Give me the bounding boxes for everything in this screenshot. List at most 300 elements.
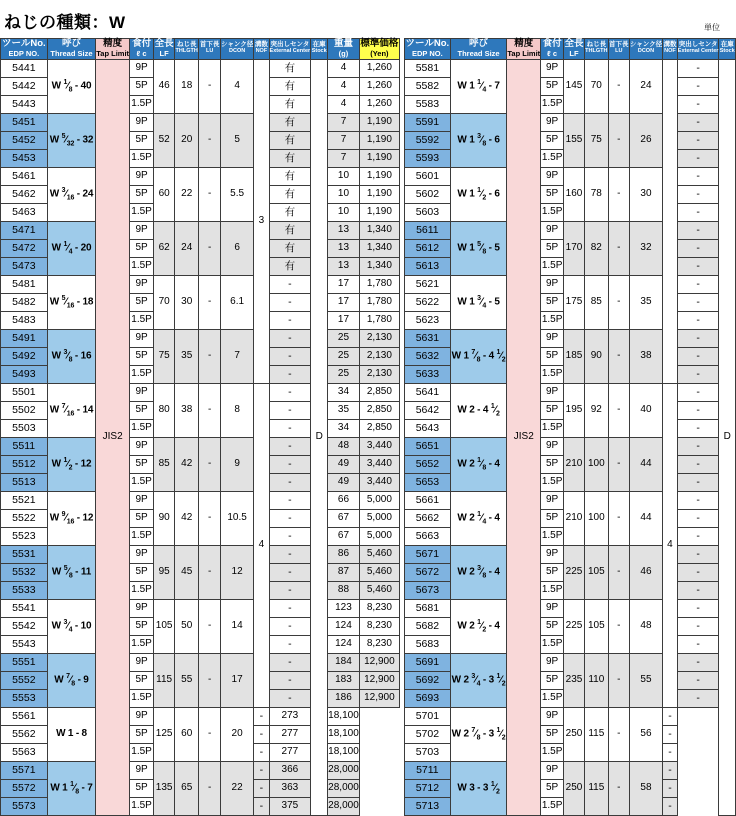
cell-chamfer-pitch: 5P bbox=[130, 455, 154, 473]
cell-edp-no[interactable]: 5521 bbox=[1, 491, 48, 509]
cell-dcon: 9 bbox=[220, 437, 253, 491]
cell-lf: 155 bbox=[564, 113, 585, 167]
cell-edp-no[interactable]: 5681 bbox=[405, 599, 451, 617]
cell-edp-no[interactable]: 5701 bbox=[405, 707, 451, 725]
cell-external-center: - bbox=[677, 95, 719, 113]
cell-external-center: 有 bbox=[269, 95, 311, 113]
cell-edp-no[interactable]: 5523 bbox=[1, 527, 48, 545]
cell-edp-no[interactable]: 5712 bbox=[405, 779, 451, 797]
cell-lf: 250 bbox=[564, 707, 585, 761]
column-header-en: (g) bbox=[338, 48, 349, 58]
column-header-center bbox=[677, 39, 719, 60]
cell-edp-no[interactable]: 5573 bbox=[1, 797, 48, 815]
cell-price: 5,460 bbox=[359, 581, 399, 599]
cell-weight: 375 bbox=[269, 797, 311, 815]
cell-external-center: - bbox=[254, 707, 269, 725]
cell-edp-no[interactable]: 5642 bbox=[405, 401, 451, 419]
cell-edp-no[interactable]: 5551 bbox=[1, 653, 48, 671]
column-header-en: Thread Size bbox=[457, 48, 500, 58]
cell-thlgth: 30 bbox=[175, 275, 199, 329]
cell-lu: - bbox=[608, 383, 629, 437]
cell-edp-no[interactable]: 5633 bbox=[405, 365, 451, 383]
cell-edp-no[interactable]: 5563 bbox=[1, 743, 48, 761]
cell-edp-no[interactable]: 5601 bbox=[405, 167, 451, 185]
column-header-thlgth bbox=[584, 39, 608, 60]
cell-thread-size: W $^3⁄_8 - 16$ bbox=[47, 329, 96, 383]
cell-external-center: - bbox=[269, 671, 311, 689]
column-header-dcon bbox=[220, 39, 253, 60]
cell-chamfer-pitch: 1.5P bbox=[541, 311, 564, 329]
cell-weight: 13 bbox=[328, 257, 360, 275]
cell-external-center: 有 bbox=[269, 131, 311, 149]
cell-edp-no[interactable]: 5702 bbox=[405, 725, 451, 743]
cell-edp-no[interactable]: 5613 bbox=[405, 257, 451, 275]
cell-edp-no[interactable]: 5583 bbox=[405, 95, 451, 113]
cell-edp-no[interactable]: 5692 bbox=[405, 671, 451, 689]
cell-lu: - bbox=[199, 221, 221, 275]
cell-external-center: - bbox=[269, 635, 311, 653]
cell-lf: 60 bbox=[154, 167, 175, 221]
cell-edp-no[interactable]: 5652 bbox=[405, 455, 451, 473]
cell-edp-no[interactable]: 5682 bbox=[405, 617, 451, 635]
cell-edp-no[interactable]: 5503 bbox=[1, 419, 48, 437]
cell-edp-no[interactable]: 5662 bbox=[405, 509, 451, 527]
cell-external-center: - bbox=[677, 203, 719, 221]
cell-edp-no[interactable]: 5451 bbox=[1, 113, 48, 131]
cell-external-center: - bbox=[269, 347, 311, 365]
cell-edp-no[interactable]: 5522 bbox=[1, 509, 48, 527]
table-row bbox=[405, 113, 736, 131]
column-header-en: DCON bbox=[229, 48, 246, 55]
cell-price: 2,130 bbox=[359, 347, 399, 365]
cell-dcon: 8 bbox=[220, 383, 253, 437]
cell-chamfer-pitch: 5P bbox=[130, 563, 154, 581]
cell-external-center: - bbox=[677, 113, 719, 131]
cell-external-center: - bbox=[677, 671, 719, 689]
column-header-jp: 在庫 bbox=[312, 41, 326, 49]
cell-edp-no[interactable]: 5543 bbox=[1, 635, 48, 653]
cell-price: 3,440 bbox=[359, 455, 399, 473]
cell-weight: 13 bbox=[328, 239, 360, 257]
cell-external-center: 有 bbox=[269, 59, 311, 77]
cell-edp-no[interactable]: 5691 bbox=[405, 653, 451, 671]
cell-edp-no[interactable]: 5653 bbox=[405, 473, 451, 491]
cell-thread-size: W 1 $^1⁄_8 - 7$ bbox=[47, 761, 96, 815]
cell-thread-size: W 2 $^3⁄_4 - 3$ $^1⁄_2$ bbox=[450, 653, 507, 707]
cell-edp-no[interactable]: 5683 bbox=[405, 635, 451, 653]
cell-lu: - bbox=[199, 599, 221, 653]
column-header-en: External Center bbox=[269, 48, 311, 55]
cell-edp-no[interactable]: 5453 bbox=[1, 149, 48, 167]
cell-weight: 124 bbox=[328, 617, 360, 635]
cell-edp-no[interactable]: 5631 bbox=[405, 329, 451, 347]
column-header-jp: 全長 bbox=[564, 38, 584, 49]
cell-chamfer-pitch: 1.5P bbox=[541, 581, 564, 599]
cell-edp-no[interactable]: 5611 bbox=[405, 221, 451, 239]
cell-edp-no[interactable]: 5693 bbox=[405, 689, 451, 707]
column-header-lu bbox=[608, 39, 629, 60]
cell-price: 2,850 bbox=[359, 419, 399, 437]
cell-external-center: - bbox=[677, 491, 719, 509]
column-header-lf bbox=[564, 39, 585, 60]
cell-edp-no[interactable]: 5462 bbox=[1, 185, 48, 203]
cell-lf: 70 bbox=[154, 275, 175, 329]
cell-price: 1,190 bbox=[359, 149, 399, 167]
cell-weight: 34 bbox=[328, 383, 360, 401]
cell-thlgth: 92 bbox=[584, 383, 608, 437]
cell-thread-size: W $^3⁄_4 - 10$ bbox=[47, 599, 96, 653]
cell-weight: 184 bbox=[328, 653, 360, 671]
cell-lf: 85 bbox=[154, 437, 175, 491]
cell-price: 1,190 bbox=[359, 167, 399, 185]
cell-edp-no[interactable]: 5711 bbox=[405, 761, 451, 779]
cell-dcon: 44 bbox=[629, 491, 662, 545]
cell-thread-size: W 2 $^7⁄_8 - 3$ $^1⁄_2$ bbox=[450, 707, 507, 761]
cell-chamfer-pitch: 1.5P bbox=[541, 473, 564, 491]
cell-edp-no[interactable]: 5661 bbox=[405, 491, 451, 509]
cell-weight: 17 bbox=[328, 275, 360, 293]
cell-thlgth: 24 bbox=[175, 221, 199, 275]
column-header-jp: 精度 bbox=[514, 38, 534, 49]
cell-edp-no[interactable]: 5541 bbox=[1, 599, 48, 617]
cell-edp-no[interactable]: 5511 bbox=[1, 437, 48, 455]
cell-weight: 4 bbox=[328, 95, 360, 113]
cell-weight: 7 bbox=[328, 149, 360, 167]
cell-chamfer-pitch: 5P bbox=[130, 239, 154, 257]
cell-external-center: - bbox=[269, 401, 311, 419]
cell-edp-no[interactable]: 5513 bbox=[1, 473, 48, 491]
cell-chamfer-pitch: 5P bbox=[541, 563, 564, 581]
cell-edp-no[interactable]: 5473 bbox=[1, 257, 48, 275]
cell-weight: 86 bbox=[328, 545, 360, 563]
cell-edp-no[interactable]: 5502 bbox=[1, 401, 48, 419]
column-header-en: LF bbox=[159, 48, 169, 58]
cell-lu: - bbox=[199, 545, 221, 599]
cell-external-center: - bbox=[269, 617, 311, 635]
cell-stock-d-label: D bbox=[311, 59, 328, 815]
cell-accuracy-jis2: JIS2 bbox=[507, 59, 541, 815]
cell-lf: 210 bbox=[564, 491, 585, 545]
cell-lu: - bbox=[608, 707, 629, 761]
column-header-en: Stock bbox=[311, 48, 327, 55]
cell-thlgth: 50 bbox=[175, 599, 199, 653]
cell-lf: 175 bbox=[564, 275, 585, 329]
cell-edp-no[interactable]: 5603 bbox=[405, 203, 451, 221]
cell-price: 12,900 bbox=[359, 653, 399, 671]
cell-external-center: 有 bbox=[269, 203, 311, 221]
cell-price: 8,230 bbox=[359, 635, 399, 653]
cell-edp-no[interactable]: 5501 bbox=[1, 383, 48, 401]
column-header-en: LF bbox=[569, 48, 579, 58]
cell-external-center: - bbox=[677, 239, 719, 257]
cell-external-center: - bbox=[677, 419, 719, 437]
cell-edp-no[interactable]: 5592 bbox=[405, 131, 451, 149]
cell-edp-no[interactable]: 5602 bbox=[405, 185, 451, 203]
cell-edp-no[interactable]: 5562 bbox=[1, 725, 48, 743]
cell-thread-size: W $^5⁄_8 - 11$ bbox=[47, 545, 96, 599]
cell-chamfer-pitch: 9P bbox=[541, 491, 564, 509]
cell-edp-no[interactable]: 5493 bbox=[1, 365, 48, 383]
cell-thread-size: W 1 $^3⁄_8 - 6$ bbox=[450, 113, 507, 167]
cell-price: 1,190 bbox=[359, 113, 399, 131]
cell-edp-no[interactable]: 5542 bbox=[1, 617, 48, 635]
column-header-jp: シャンク径 bbox=[220, 41, 254, 49]
cell-edp-no[interactable]: 5492 bbox=[1, 347, 48, 365]
cell-external-center: - bbox=[269, 311, 311, 329]
cell-nof bbox=[663, 59, 678, 383]
cell-price: 2,850 bbox=[359, 401, 399, 419]
cell-external-center: - bbox=[254, 743, 269, 761]
column-header-jp: シャンク径 bbox=[629, 41, 663, 49]
cell-edp-no[interactable]: 5623 bbox=[405, 311, 451, 329]
cell-chamfer-pitch: 1.5P bbox=[541, 149, 564, 167]
cell-external-center: - bbox=[269, 653, 311, 671]
cell-edp-no[interactable]: 5512 bbox=[1, 455, 48, 473]
cell-edp-no[interactable]: 5482 bbox=[1, 293, 48, 311]
table-row bbox=[405, 491, 736, 509]
cell-thlgth: 45 bbox=[175, 545, 199, 599]
cell-external-center: - bbox=[269, 527, 311, 545]
cell-price: 18,100 bbox=[328, 707, 360, 725]
cell-chamfer-pitch: 9P bbox=[541, 761, 564, 779]
cell-edp-no[interactable]: 5571 bbox=[1, 761, 48, 779]
cell-edp-no[interactable]: 5471 bbox=[1, 221, 48, 239]
table-row bbox=[405, 329, 736, 347]
cell-chamfer-pitch: 1.5P bbox=[130, 527, 154, 545]
cell-edp-no[interactable]: 5641 bbox=[405, 383, 451, 401]
cell-lf: 250 bbox=[564, 761, 585, 815]
cell-external-center: - bbox=[269, 293, 311, 311]
cell-chamfer-pitch: 9P bbox=[541, 545, 564, 563]
column-header-en: External Center bbox=[677, 48, 719, 55]
cell-weight: 124 bbox=[328, 635, 360, 653]
cell-external-center: - bbox=[677, 329, 719, 347]
column-header-jp: 標準価格 bbox=[360, 38, 399, 49]
cell-chamfer-pitch: 1.5P bbox=[541, 527, 564, 545]
cell-weight: 363 bbox=[269, 779, 311, 797]
cell-price: 28,000 bbox=[328, 779, 360, 797]
cell-external-center: - bbox=[677, 185, 719, 203]
cell-lu: - bbox=[199, 275, 221, 329]
column-header-center bbox=[269, 39, 311, 60]
column-header-jp: 溝数 bbox=[663, 41, 677, 49]
cell-external-center: 有 bbox=[269, 149, 311, 167]
cell-chamfer-pitch: 1.5P bbox=[130, 311, 154, 329]
cell-edp-no[interactable]: 5531 bbox=[1, 545, 48, 563]
cell-edp-no[interactable]: 5532 bbox=[1, 563, 48, 581]
cell-edp-no[interactable]: 5671 bbox=[405, 545, 451, 563]
cell-chamfer-pitch: 1.5P bbox=[541, 419, 564, 437]
cell-thread-size: W $^5⁄_{16} - 18$ bbox=[47, 275, 96, 329]
cell-external-center: - bbox=[677, 221, 719, 239]
cell-edp-no[interactable]: 5443 bbox=[1, 95, 48, 113]
cell-edp-no[interactable]: 5582 bbox=[405, 77, 451, 95]
cell-chamfer-pitch: 5P bbox=[541, 293, 564, 311]
cell-thread-size: W 1 $^3⁄_4 - 5$ bbox=[450, 275, 507, 329]
cell-external-center: - bbox=[677, 581, 719, 599]
cell-edp-no[interactable]: 5673 bbox=[405, 581, 451, 599]
cell-chamfer-pitch: 1.5P bbox=[541, 365, 564, 383]
cell-external-center: - bbox=[677, 509, 719, 527]
table-row bbox=[405, 275, 736, 293]
table-row bbox=[405, 437, 736, 455]
cell-external-center: - bbox=[677, 167, 719, 185]
cell-price: 1,260 bbox=[359, 77, 399, 95]
cell-edp-no[interactable]: 5581 bbox=[405, 59, 451, 77]
cell-chamfer-pitch: 9P bbox=[130, 707, 154, 725]
cell-chamfer-pitch: 9P bbox=[130, 761, 154, 779]
cell-dcon: 22 bbox=[220, 761, 253, 815]
left-spec-table-container bbox=[0, 38, 400, 816]
cell-chamfer-pitch: 9P bbox=[130, 59, 154, 77]
cell-chamfer-pitch: 5P bbox=[541, 779, 564, 797]
column-header-price bbox=[359, 39, 399, 60]
cell-chamfer-pitch: 9P bbox=[130, 491, 154, 509]
table-row bbox=[405, 707, 736, 725]
column-header-jp: 首下長 bbox=[609, 41, 629, 49]
cell-weight: 17 bbox=[328, 311, 360, 329]
cell-edp-no[interactable]: 5561 bbox=[1, 707, 48, 725]
cell-weight: 35 bbox=[328, 401, 360, 419]
cell-edp-no[interactable]: 5591 bbox=[405, 113, 451, 131]
cell-weight: 186 bbox=[328, 689, 360, 707]
cell-edp-no[interactable]: 5472 bbox=[1, 239, 48, 257]
cell-edp-no[interactable]: 5491 bbox=[1, 329, 48, 347]
table-row bbox=[1, 167, 400, 185]
table-row bbox=[1, 707, 400, 725]
cell-chamfer-pitch: 1.5P bbox=[541, 689, 564, 707]
cell-weight: 4 bbox=[328, 77, 360, 95]
cell-external-center: - bbox=[663, 743, 678, 761]
cell-edp-no[interactable]: 5651 bbox=[405, 437, 451, 455]
cell-lf: 210 bbox=[564, 437, 585, 491]
cell-thread-size: W 1 $^5⁄_8 - 5$ bbox=[450, 221, 507, 275]
cell-weight: 66 bbox=[328, 491, 360, 509]
cell-stock-d-label: D bbox=[719, 59, 736, 815]
cell-external-center: - bbox=[677, 455, 719, 473]
cell-lu: - bbox=[608, 275, 629, 329]
cell-edp-no[interactable]: 5481 bbox=[1, 275, 48, 293]
cell-edp-no[interactable]: 5483 bbox=[1, 311, 48, 329]
cell-edp-no[interactable]: 5552 bbox=[1, 671, 48, 689]
cell-external-center: - bbox=[254, 725, 269, 743]
cell-thread-size: W 2 $^1⁄_8 - 4$ bbox=[450, 437, 507, 491]
cell-edp-no[interactable]: 5622 bbox=[405, 293, 451, 311]
cell-weight: 366 bbox=[269, 761, 311, 779]
column-header-jp: 食付 bbox=[132, 38, 152, 49]
table-row bbox=[1, 545, 400, 563]
cell-chamfer-pitch: 9P bbox=[541, 329, 564, 347]
cell-edp-no[interactable]: 5572 bbox=[1, 779, 48, 797]
cell-chamfer-pitch: 5P bbox=[541, 617, 564, 635]
cell-dcon: 35 bbox=[629, 275, 662, 329]
cell-chamfer-pitch: 9P bbox=[130, 437, 154, 455]
table-row bbox=[1, 329, 400, 347]
cell-thread-size: W 2 $^3⁄_8 - 4$ bbox=[450, 545, 507, 599]
cell-edp-no[interactable]: 5452 bbox=[1, 131, 48, 149]
cell-price: 18,100 bbox=[328, 725, 360, 743]
left-spec-table bbox=[0, 38, 400, 816]
cell-edp-no[interactable]: 5672 bbox=[405, 563, 451, 581]
cell-external-center: - bbox=[677, 527, 719, 545]
cell-price: 1,780 bbox=[359, 311, 399, 329]
cell-external-center: - bbox=[269, 545, 311, 563]
cell-lf: 235 bbox=[564, 653, 585, 707]
column-header-en: ℓ c bbox=[547, 48, 558, 58]
table-row bbox=[405, 383, 736, 401]
cell-weight: 10 bbox=[328, 203, 360, 221]
cell-edp-no[interactable]: 5441 bbox=[1, 59, 48, 77]
cell-chamfer-pitch: 5P bbox=[130, 347, 154, 365]
cell-edp-no[interactable]: 5663 bbox=[405, 527, 451, 545]
cell-price: 18,100 bbox=[328, 743, 360, 761]
cell-edp-no[interactable]: 5643 bbox=[405, 419, 451, 437]
cell-thread-size: W $^1⁄_2 - 12$ bbox=[47, 437, 96, 491]
cell-external-center: - bbox=[269, 383, 311, 401]
cell-lf: 185 bbox=[564, 329, 585, 383]
cell-edp-no[interactable]: 5632 bbox=[405, 347, 451, 365]
cell-external-center: 有 bbox=[269, 239, 311, 257]
cell-lf: 90 bbox=[154, 491, 175, 545]
cell-chamfer-pitch: 9P bbox=[541, 59, 564, 77]
cell-chamfer-pitch: 9P bbox=[541, 437, 564, 455]
cell-edp-no[interactable]: 5533 bbox=[1, 581, 48, 599]
cell-dcon: 44 bbox=[629, 437, 662, 491]
cell-price: 1,780 bbox=[359, 275, 399, 293]
cell-edp-no[interactable]: 5713 bbox=[405, 797, 451, 815]
table-header-row bbox=[1, 39, 400, 60]
cell-external-center: - bbox=[269, 275, 311, 293]
column-header-en: DCON bbox=[637, 48, 655, 55]
cell-edp-no[interactable]: 5621 bbox=[405, 275, 451, 293]
cell-chamfer-pitch: 5P bbox=[130, 77, 154, 95]
cell-external-center: 有 bbox=[269, 113, 311, 131]
cell-edp-no[interactable]: 5612 bbox=[405, 239, 451, 257]
page-title: ねじの種類：W bbox=[4, 13, 126, 32]
cell-edp-no[interactable]: 5461 bbox=[1, 167, 48, 185]
cell-weight: 34 bbox=[328, 419, 360, 437]
cell-chamfer-pitch: 5P bbox=[130, 779, 154, 797]
cell-edp-no[interactable]: 5593 bbox=[405, 149, 451, 167]
cell-edp-no[interactable]: 5442 bbox=[1, 77, 48, 95]
cell-price: 5,000 bbox=[359, 509, 399, 527]
cell-price: 3,440 bbox=[359, 437, 399, 455]
column-header-en: THLGTH bbox=[175, 48, 198, 55]
cell-external-center: - bbox=[677, 689, 719, 707]
cell-thlgth: 110 bbox=[584, 653, 608, 707]
column-header-jp: 重量 bbox=[333, 38, 353, 49]
cell-edp-no[interactable]: 5703 bbox=[405, 743, 451, 761]
cell-external-center: 有 bbox=[269, 167, 311, 185]
cell-chamfer-pitch: 9P bbox=[130, 113, 154, 131]
cell-lu: - bbox=[199, 383, 221, 437]
cell-chamfer-pitch: 9P bbox=[130, 167, 154, 185]
cell-thlgth: 105 bbox=[584, 599, 608, 653]
column-header-edp bbox=[1, 39, 48, 60]
cell-external-center: - bbox=[677, 275, 719, 293]
column-header-edp bbox=[405, 39, 451, 60]
column-header-accuracy bbox=[96, 39, 130, 60]
cell-edp-no[interactable]: 5463 bbox=[1, 203, 48, 221]
cell-dcon: 14 bbox=[220, 599, 253, 653]
cell-edp-no[interactable]: 5553 bbox=[1, 689, 48, 707]
cell-price: 1,340 bbox=[359, 221, 399, 239]
cell-thlgth: 42 bbox=[175, 437, 199, 491]
cell-dcon: 7 bbox=[220, 329, 253, 383]
cell-chamfer-pitch: 5P bbox=[541, 185, 564, 203]
cell-weight: 277 bbox=[269, 743, 311, 761]
right-spec-table bbox=[404, 38, 736, 816]
